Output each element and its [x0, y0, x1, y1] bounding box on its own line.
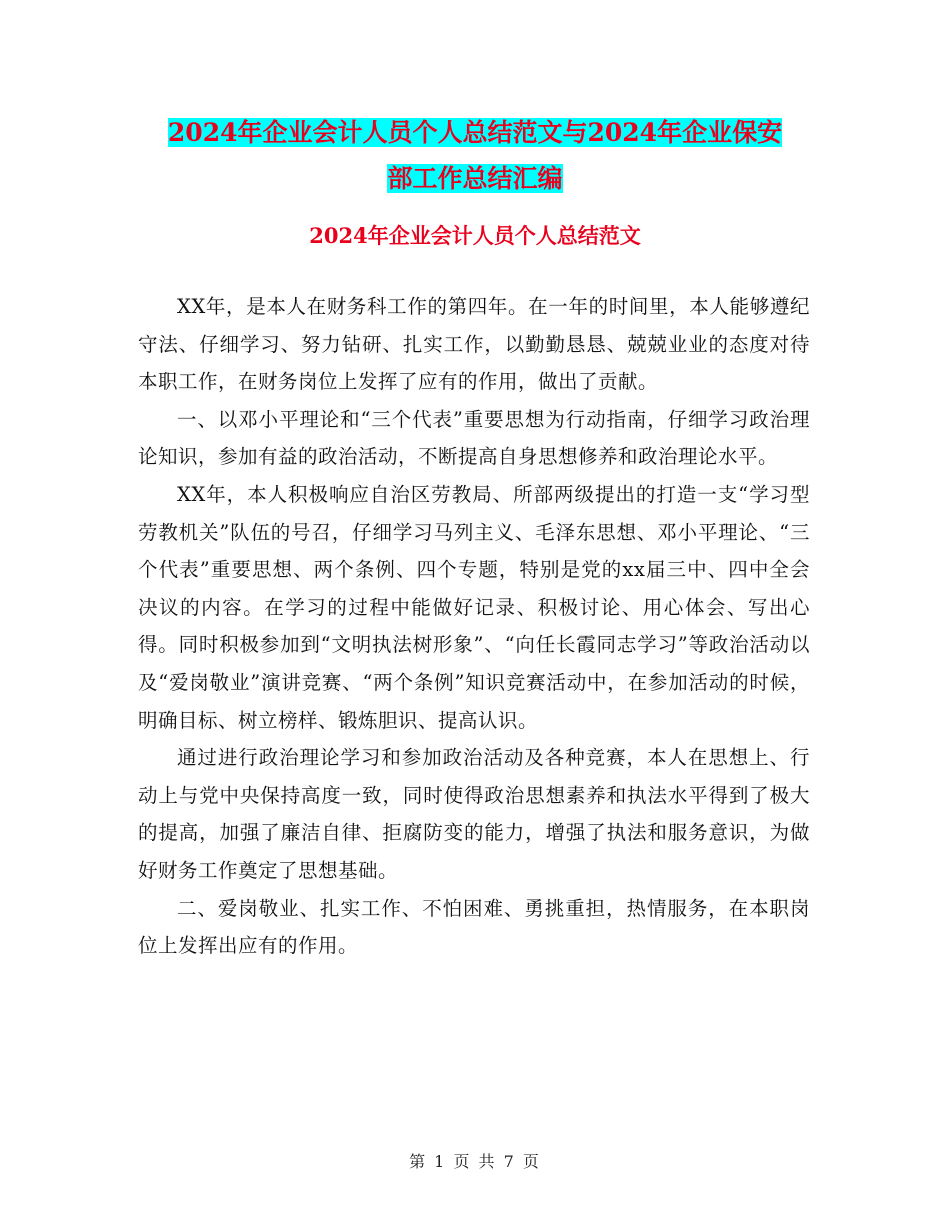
page-footer: 第 1 页 共 7 页 — [409, 1152, 541, 1171]
document-title-line-1: 2024年企业会计人员个人总结范文与2024年企业保安 — [167, 118, 783, 147]
document-title — [100, 110, 850, 202]
document-title-line-2: 部工作总结汇编 — [387, 164, 563, 193]
document-body — [138, 288, 810, 965]
paragraph-2: 一、以邓小平理论和“三个代表”重要思想为行动指南，仔细学习政治理论知识，参加有益的政治活动，不断提高自身思想修养和政治理论水平。 — [138, 407, 810, 469]
section-title: 2024年企业会计人员个人总结范文 — [309, 223, 641, 248]
paragraph-1: XX年，是本人在财务科工作的第四年。在一年的时间里，本人能够遵纪守法、仔细学习、努力钻研、扎实工作，以勤勤恳恳、兢兢业业的态度对待本职工作，在财务岗位上发挥了应有的作用，做出了贡献。 — [138, 295, 810, 394]
paragraph-4: 通过进行政治理论学习和参加政治活动及各种竞赛，本人在思想上、行动上与党中央保持高度一致，同时使得政治思想素养和执法水平得到了极大的提高，加强了廉洁自律、拒腐防变的能力，增强了执法和服务意识，为做好财务工作奠定了思想基础。 — [138, 746, 810, 882]
paragraph-3: XX年，本人积极响应自治区劳教局、所部两级提出的打造一支“学习型劳教机关”队伍的号召，仔细学习马列主义、毛泽东思想、邓小平理论、“三个代表”重要思想、两个条例、四个专题，特别是党的xx届三中、四中全会决议的内容。在学习的过程中能做好记录、积极讨论、用心体会、写出心得。同时积极参加到“文明执法树形象”、“向任长霞同志学习”等政治活动以及“爱岗敬业”演讲竞赛、“两个条例”知识竞赛活动中，在参加活动的时候，明确目标、树立榜样、锻炼胆识、提高认识。 — [138, 482, 810, 732]
paragraph-5: 二、爱岗敬业、扎实工作、不怕困难、勇挑重担，热情服务，在本职岗位上发挥出应有的作用。 — [138, 896, 810, 958]
